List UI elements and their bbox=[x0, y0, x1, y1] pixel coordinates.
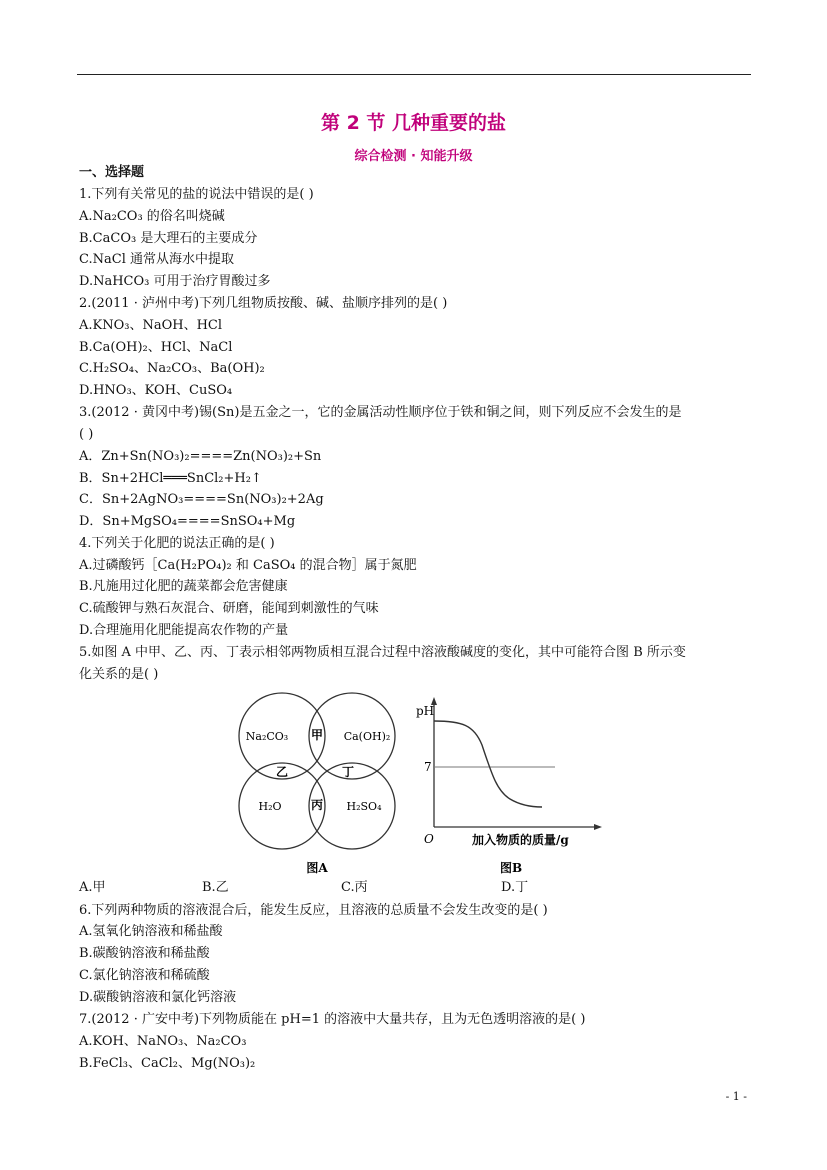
label-h2so4: H₂SO₄ bbox=[346, 800, 382, 813]
ph-curve bbox=[434, 721, 542, 807]
q1-option-b: B.CaCO₃ 是大理石的主要成分 bbox=[79, 231, 258, 246]
q6-stem: 6.下列两种物质的溶液混合后，能发生反应，且溶液的总质量不会发生改变的是( ) bbox=[79, 903, 548, 918]
origin-label: O bbox=[424, 832, 434, 846]
q5-option-c: C.丙 bbox=[341, 880, 368, 895]
label-h2o: H₂O bbox=[258, 800, 282, 813]
q2-option-d: D.HNO₃、KOH、CuSO₄ bbox=[79, 383, 233, 398]
q3-option-d: D．Sn+MgSO₄====SnSO₄+Mg bbox=[79, 514, 296, 529]
q4-option-d: D.合理施用化肥能提高农作物的产量 bbox=[79, 623, 289, 638]
q1-option-c: C.NaCl 通常从海水中提取 bbox=[79, 252, 234, 267]
q1-option-a: A.Na₂CO₃ 的俗名叫烧碱 bbox=[79, 209, 225, 224]
q5-stem-cont: 化关系的是( ) bbox=[79, 667, 159, 682]
q2-option-b: B.Ca(OH)₂、HCl、NaCl bbox=[79, 340, 233, 355]
x-axis-label: 加入物质的质量/g bbox=[472, 833, 569, 847]
q5-option-b: B.乙 bbox=[202, 880, 229, 895]
q6-option-d: D.碳酸钠溶液和氯化钙溶液 bbox=[79, 990, 237, 1005]
section-heading: 一、选择题 bbox=[79, 165, 145, 180]
q5-options bbox=[79, 880, 528, 896]
q5-option-d: D.丁 bbox=[501, 880, 529, 895]
q4-stem: 4.下列关于化肥的说法正确的是( ) bbox=[79, 536, 275, 551]
q7-option-a: A.KOH、NaNO₃、Na₂CO₃ bbox=[79, 1034, 247, 1049]
q7-option-b: B.FeCl₃、CaCl₂、Mg(NO₃)₂ bbox=[79, 1056, 256, 1071]
q4-option-b: B.凡施用过化肥的蔬菜都会危害健康 bbox=[79, 579, 288, 594]
q5-stem: 5.如图 A 中甲、乙、丙、丁表示相邻两物质相互混合过程中溶液酸碱度的变化，其中可能符合图 B 所示变 bbox=[79, 645, 686, 660]
q2-option-a: A.KNO₃、NaOH、HCl bbox=[79, 318, 223, 333]
label-bing: 丙 bbox=[310, 798, 324, 812]
q3-stem-cont: ( ) bbox=[79, 427, 94, 442]
figure-a bbox=[232, 688, 402, 878]
q6-option-a: A.氢氧化钠溶液和稀盐酸 bbox=[79, 924, 223, 939]
q1-option-d: D.NaHCO₃ 可用于治疗胃酸过多 bbox=[79, 274, 271, 289]
page-number: - 1 - bbox=[725, 1090, 747, 1103]
q3-option-a: A．Zn+Sn(NO₃)₂====Zn(NO₃)₂+Sn bbox=[79, 449, 322, 464]
page-title: 第 2 节 几种重要的盐 bbox=[320, 112, 507, 134]
page-subtitle: 综合检测 · 知能升级 bbox=[354, 149, 473, 164]
q1-stem: 1.下列有关常见的盐的说法中错误的是( ) bbox=[79, 187, 314, 202]
q3-option-c: C．Sn+2AgNO₃====Sn(NO₃)₂+2Ag bbox=[79, 492, 324, 507]
q6-option-c: C.氯化钠溶液和稀硫酸 bbox=[79, 968, 210, 983]
q2-option-c: C.H₂SO₄、Na₂CO₃、Ba(OH)₂ bbox=[79, 361, 265, 376]
x-axis-arrow bbox=[594, 824, 602, 830]
q2-stem: 2.(2011 · 泸州中考)下列几组物质按酸、碱、盐顺序排列的是( ) bbox=[79, 296, 448, 311]
figure-b bbox=[412, 695, 612, 878]
label-na2co3: Na₂CO₃ bbox=[245, 730, 289, 743]
q7-stem: 7.(2012 · 广安中考)下列物质能在 pH=1 的溶液中大量共存，且为无色透明溶液的是( ) bbox=[79, 1012, 586, 1027]
label-yi: 乙 bbox=[275, 765, 289, 779]
label-jia: 甲 bbox=[310, 728, 324, 742]
caption-figure-b: 图B bbox=[500, 861, 523, 875]
q3-option-b: B．Sn+2HCl═══SnCl₂+H₂↑ bbox=[79, 471, 262, 486]
caption-figure-a: 图A bbox=[306, 861, 328, 875]
q5-option-a: A.甲 bbox=[79, 880, 106, 895]
header-rule bbox=[77, 74, 751, 75]
label-caoh2: Ca(OH)₂ bbox=[343, 730, 391, 743]
q3-stem: 3.(2012 · 黄冈中考)锡(Sn)是五金之一，它的金属活动性顺序位于铁和铜之间，则下列反应不会发生的是 bbox=[79, 405, 682, 420]
q6-option-b: B.碳酸钠溶液和稀盐酸 bbox=[79, 946, 210, 961]
q4-option-a: A.过磷酸钙［Ca(H₂PO₄)₂ 和 CaSO₄ 的混合物］属于氮肥 bbox=[79, 558, 417, 573]
label-ding: 丁 bbox=[341, 765, 355, 779]
tick-7: 7 bbox=[424, 760, 432, 774]
q4-option-c: C.硫酸钾与熟石灰混合、研磨，能闻到刺激性的气味 bbox=[79, 601, 379, 616]
y-axis-label: pH bbox=[416, 704, 435, 718]
